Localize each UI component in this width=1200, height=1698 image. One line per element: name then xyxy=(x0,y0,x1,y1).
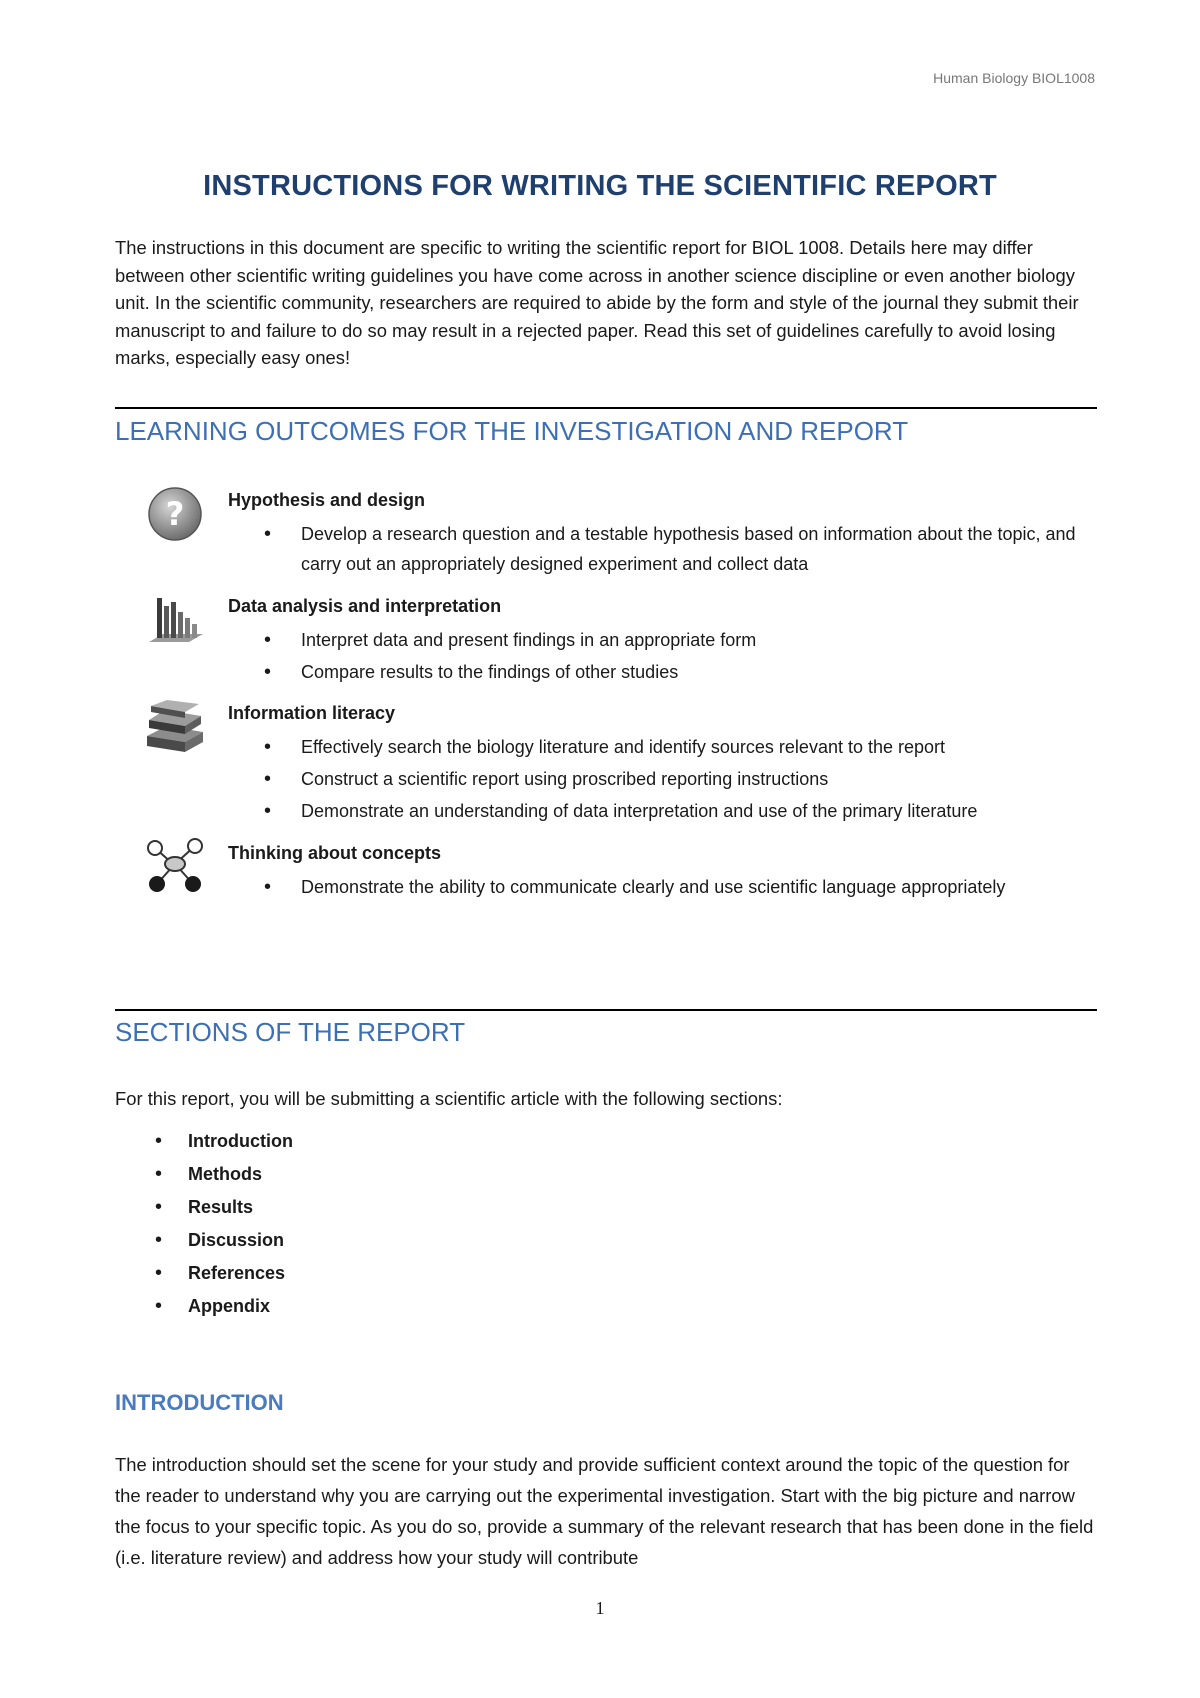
list-item: • Compare results to the findings of other studies xyxy=(228,657,1108,687)
introduction-paragraph: The introduction should set the scene for your study and provide sufficient context around the topic of the question for the reader to understand why you are carrying out the experimental investigation. Start with the big picture and narrow the focus to your specific topic. As you do so, provide a summary of the relevant research that has been done in the field (i.e. literature review) and address how your study will contribute xyxy=(115,1454,1094,1568)
sections-list xyxy=(115,1125,293,1323)
sections-heading: SECTIONS OF THE REPORT xyxy=(115,1017,466,1047)
running-header: Human Biology BIOL1008 xyxy=(933,70,1095,86)
list-item: • Interpret data and present findings in an appropriate form xyxy=(228,625,1108,655)
outcome-group-hypothesis xyxy=(228,487,1108,581)
bar-chart-icon xyxy=(145,590,205,650)
outcome-bullets xyxy=(228,732,1108,826)
page-title: INSTRUCTIONS FOR WRITING THE SCIENTIFIC REPORT xyxy=(203,170,997,202)
list-item: • Develop a research question and a testable hypothesis based on information about the topic, and carry out an appropriately designed experiment and collect data xyxy=(228,519,1108,579)
section-divider xyxy=(115,407,1097,409)
list-item: • Demonstrate the ability to communicate clearly and use scientific language appropriately xyxy=(228,872,1108,902)
outcome-bullets xyxy=(228,872,1108,902)
section-divider xyxy=(115,1009,1097,1011)
outcome-bullets xyxy=(228,625,1108,687)
list-item: • Introduction xyxy=(115,1125,293,1158)
outcome-title: Hypothesis and design xyxy=(228,490,426,510)
outcome-bullets xyxy=(228,519,1108,579)
list-item: • Appendix xyxy=(115,1290,293,1323)
outcome-group-concepts xyxy=(228,840,1108,904)
sections-lead-text: For this report, you will be submitting a scientific article with the following sections: xyxy=(115,1088,783,1109)
list-item: • Discussion xyxy=(115,1224,293,1257)
outcome-group-information-literacy xyxy=(228,700,1108,828)
outcome-title: Thinking about concepts xyxy=(228,843,442,863)
intro-paragraph: The instructions in this document are specific to writing the scientific report for BIOL 1008. Details here may differ between other scientific writing guidelines you have come across in another science discipline or even another biology unit. In the scientific community, researchers are required to abide by the form and style of the journal they submit their manuscript to and failure to do so may result in a rejected paper. Read this set of guidelines carefully to avoid losing marks, especially easy ones! xyxy=(115,237,1079,368)
introduction-heading: INTRODUCTION xyxy=(115,1390,284,1415)
svg-text:?: ? xyxy=(165,495,185,533)
list-item: • Effectively search the biology literature and identify sources relevant to the report xyxy=(228,732,1108,762)
outcome-title: Information literacy xyxy=(228,703,396,723)
books-icon xyxy=(145,698,205,758)
outcome-title: Data analysis and interpretation xyxy=(228,596,502,616)
page-number: 1 xyxy=(595,1598,605,1618)
concept-map-icon xyxy=(145,836,205,896)
list-item: • Construct a scientific report using proscribed reporting instructions xyxy=(228,764,1108,794)
list-item: • Results xyxy=(115,1191,293,1224)
learning-outcomes-heading: LEARNING OUTCOMES FOR THE INVESTIGATION AND REPORT xyxy=(115,416,909,446)
question-mark-icon xyxy=(145,484,205,544)
list-item: • References xyxy=(115,1257,293,1290)
list-item: • Methods xyxy=(115,1158,293,1191)
outcome-group-data-analysis xyxy=(228,593,1108,689)
list-item: • Demonstrate an understanding of data interpretation and use of the primary literature xyxy=(228,796,1108,826)
